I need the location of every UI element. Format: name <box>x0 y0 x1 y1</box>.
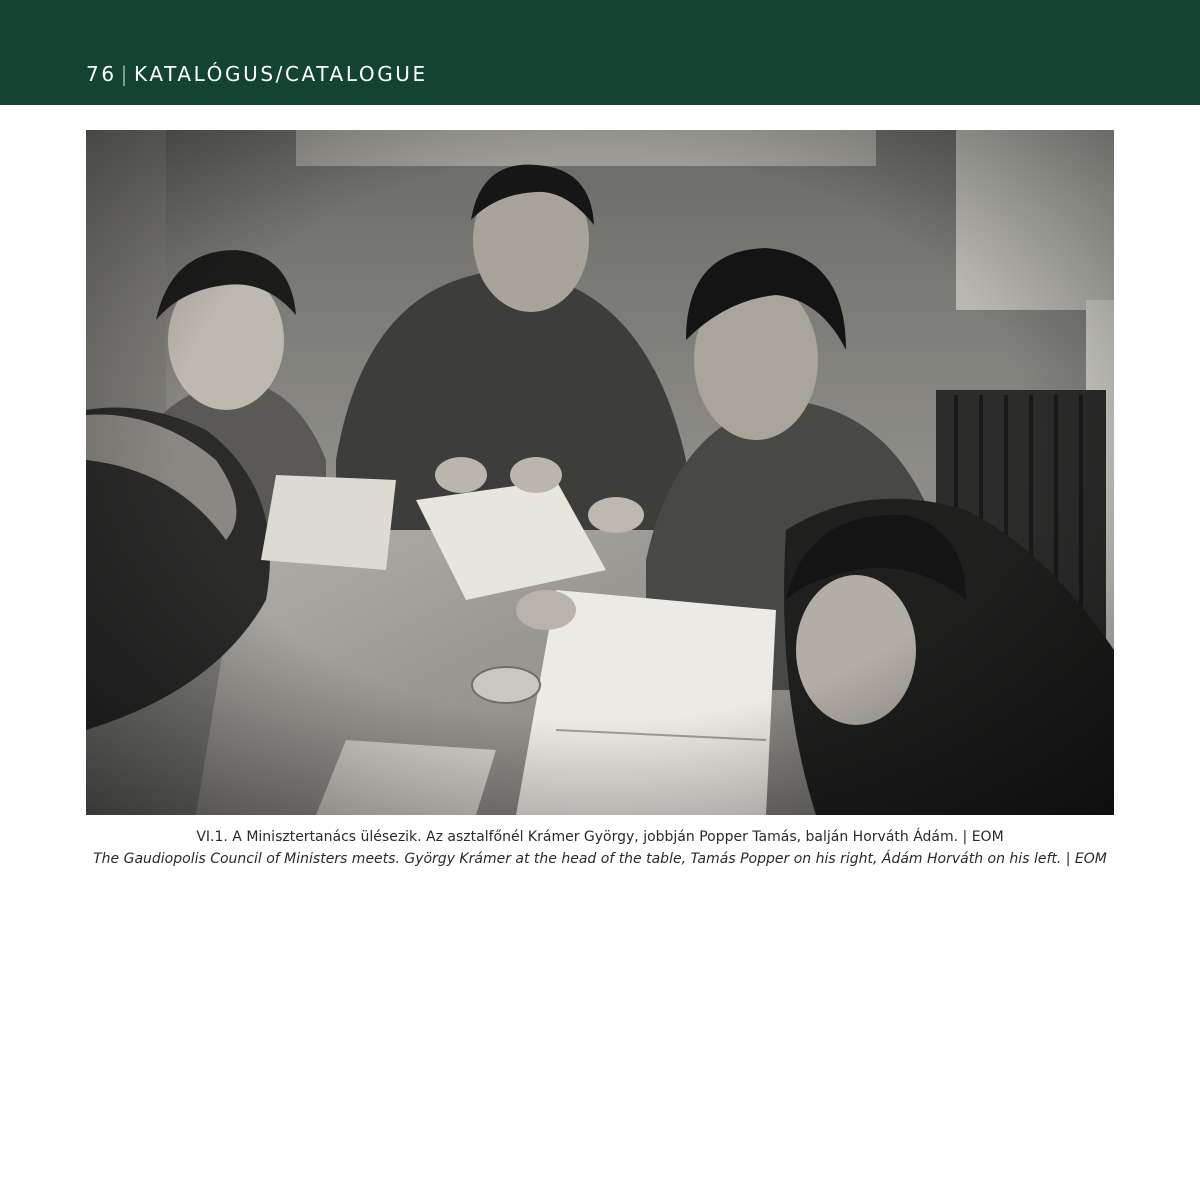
photo-illustration <box>86 130 1114 815</box>
section-title: KATALÓGUS/CATALOGUE <box>134 62 428 86</box>
running-header <box>86 60 428 88</box>
page-number: 76 <box>86 62 117 86</box>
photo-vignette <box>86 130 1114 815</box>
header-separator: | <box>120 62 130 86</box>
photo-caption <box>0 826 1200 870</box>
caption-english: The Gaudiopolis Council of Ministers meets. György Krámer at the head of the table, Tamás Popper on his right, Ádám Horváth on his left. | EOM <box>93 851 1107 867</box>
header-band <box>0 0 1200 105</box>
caption-hungarian: VI.1. A Minisztertanács ülésezik. Az asztalfőnél Krámer György, jobbján Popper Tamás, balján Horváth Ádám. | EOM <box>196 829 1004 845</box>
archival-photograph <box>86 130 1114 815</box>
